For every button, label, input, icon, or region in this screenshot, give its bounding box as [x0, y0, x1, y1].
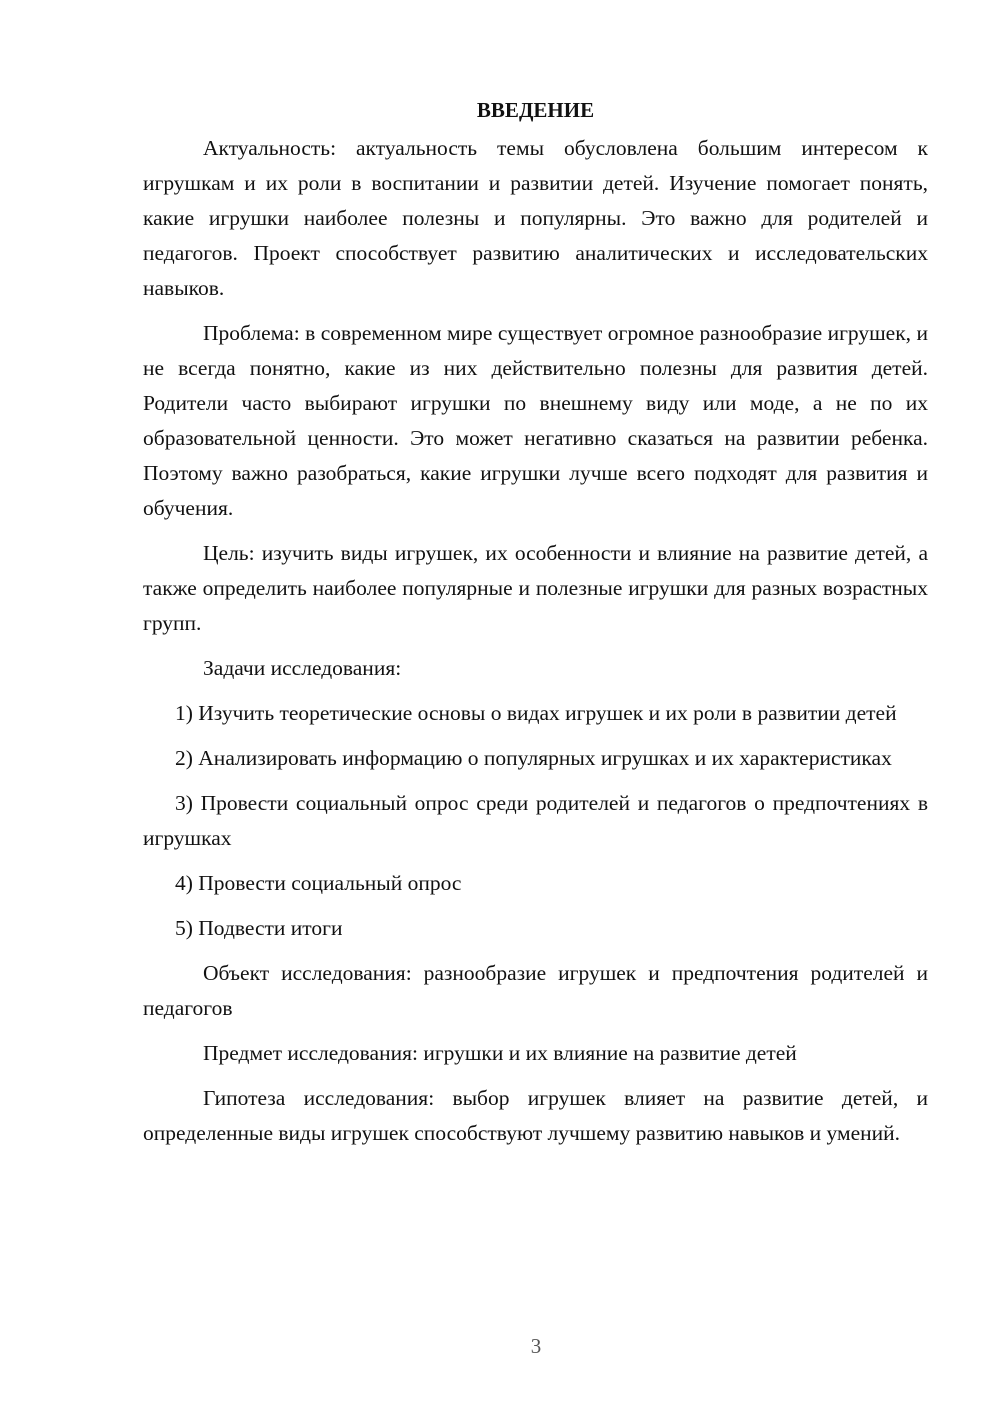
problem-paragraph: Проблема: в современном мире существует огромное разнообразие игрушек, и не всегда понятно, какие из них действительно полезны для развития детей. Родители часто выбирают игрушки по внешнему виду или моде, а не по их образовательной ценности. Это может негативно сказаться на развитии ребенка. Поэтому важно разобраться, какие игрушки лучше всего подходят для развития и обучения.	[143, 321, 928, 520]
task-item: 4) Провести социальный опрос	[175, 871, 462, 895]
task-item: 3) Провести социальный опрос среди родителей и педагогов о предпочтениях в игрушках	[143, 791, 928, 850]
hypothesis-paragraph: Гипотеза исследования: выбор игрушек влияет на развитие детей, и определенные виды игрушек способствуют лучшему развитию навыков и умений.	[143, 1086, 928, 1145]
object-paragraph: Объект исследования: разнообразие игрушек и предпочтения родителей и педагогов	[143, 961, 928, 1020]
task-item: 2) Анализировать информацию о популярных игрушках и их характеристиках	[175, 746, 892, 770]
task-item: 1) Изучить теоретические основы о видах игрушек и их роли в развитии детей	[175, 701, 897, 725]
tasks-heading: Задачи исследования:	[203, 656, 402, 680]
goal-paragraph: Цель: изучить виды игрушек, их особенности и влияние на развитие детей, а также определить наиболее популярные и полезные игрушки для разных возрастных групп.	[143, 541, 928, 635]
page-title: ВВЕДЕНИЕ	[476, 98, 595, 122]
task-item: 5) Подвести итоги	[175, 916, 343, 940]
subject-paragraph: Предмет исследования: игрушки и их влияние на развитие детей	[203, 1041, 797, 1065]
page-number: 3	[530, 1334, 542, 1358]
relevance-paragraph: Актуальность: актуальность темы обусловлена большим интересом к игрушкам и их роли в воспитании и развитии детей. Изучение помогает понять, какие игрушки наиболее полезны и популярны. Это важно для родителей и педагогов. Проект способствует развитию аналитических и исследовательских навыков.	[143, 136, 928, 300]
document-page	[143, 95, 928, 1161]
